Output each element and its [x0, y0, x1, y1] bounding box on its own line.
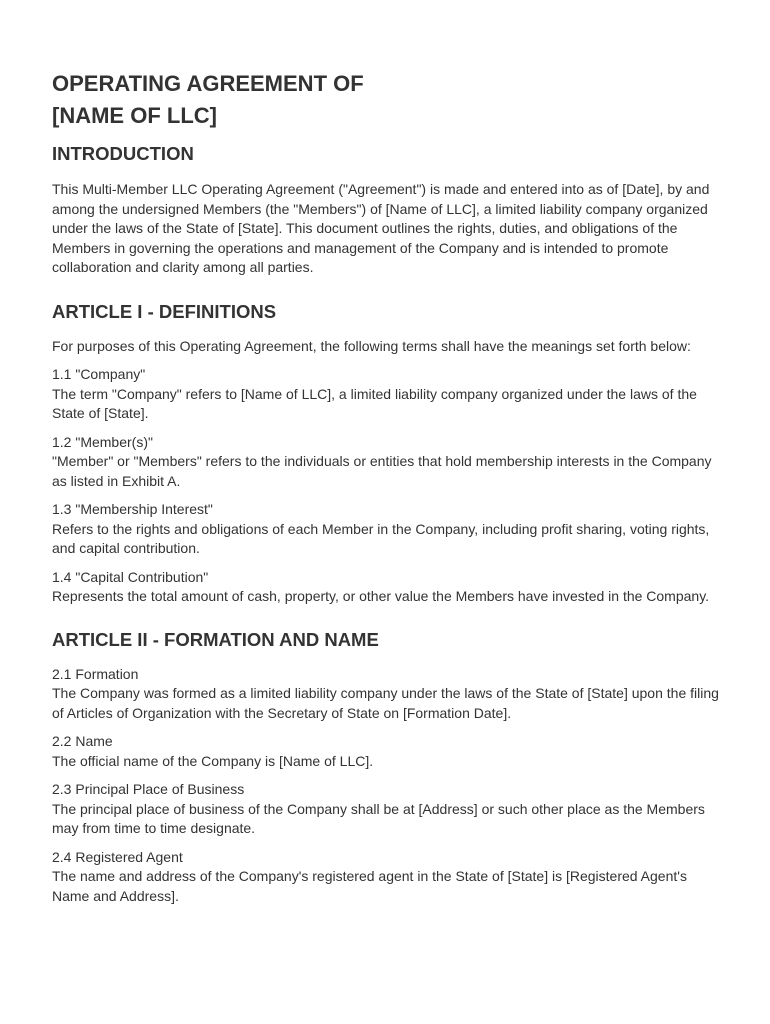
introduction-paragraph: This Multi-Member LLC Operating Agreement ("Agreement") is made and entered into as of [Date], by and among the undersigned Members (the "Members") of [Name of LLC], a limited liability company organized under the laws of the State of [State]. This document outlines the rights, duties, and obligations of the Members in governing the operations and management of the Company and is intended to promote collaboration and clarity among all parties.: [52, 181, 710, 275]
clause-title: 1.4 "Capital Contribution": [52, 568, 209, 585]
clause-1-1: [52, 365, 722, 424]
clause-title: 2.2 Name: [52, 733, 113, 749]
clause-1-2: [52, 433, 722, 492]
clause-2-2: [52, 732, 722, 771]
clause-2-1: [52, 665, 722, 724]
clause-2-3: [52, 780, 722, 839]
clause-text: The Company was formed as a limited liability company under the laws of the State of [State] upon the filing of Articles of Organization with the Secretary of State on [Formation Date].: [52, 685, 719, 721]
clause-title: 2.1 Formation: [52, 665, 139, 682]
clause-text: The official name of the Company is [Name of LLC].: [52, 752, 374, 769]
introduction-heading: INTRODUCTION: [52, 143, 194, 164]
clause-title: 1.1 "Company": [52, 366, 146, 382]
clause-text: Represents the total amount of cash, property, or other value the Members have invested in the Company.: [52, 588, 710, 604]
article-2-clauses: [52, 665, 722, 907]
clause-text: Refers to the rights and obligations of each Member in the Company, including profit sharing, voting rights, and capital contribution.: [52, 520, 710, 556]
document-title-line-1: OPERATING AGREEMENT OF: [52, 71, 364, 96]
clause-title: 2.3 Principal Place of Business: [52, 781, 245, 797]
clause-text: The term "Company" refers to [Name of LLC], a limited liability company organized under the laws of the State of [State].: [52, 385, 697, 421]
article-1-clauses: [52, 365, 722, 607]
clause-2-4: [52, 848, 722, 907]
clause-1-3: [52, 500, 722, 559]
clause-text: The principal place of business of the Company shall be at [Address] or such other place as the Members may from time to time designate.: [52, 800, 705, 836]
document-title-line-2: [NAME OF LLC]: [52, 103, 217, 128]
article-1-heading: ARTICLE I - DEFINITIONS: [52, 300, 277, 322]
clause-title: 1.2 "Member(s)": [52, 433, 153, 450]
article-2-heading: ARTICLE II - FORMATION AND NAME: [52, 628, 379, 650]
clause-text: "Member" or "Members" refers to the individuals or entities that hold membership interests in the Company as listed in Exhibit A.: [52, 453, 712, 489]
article-1-intro-paragraph: For purposes of this Operating Agreement, the following terms shall have the meanings set forth below:: [52, 337, 691, 354]
document-title: [52, 68, 722, 132]
clause-title: 2.4 Registered Agent: [52, 848, 183, 865]
clause-text: The name and address of the Company's registered agent in the State of [State] is [Registered Agent's Name and Address].: [52, 868, 687, 904]
clause-title: 1.3 "Membership Interest": [52, 501, 213, 517]
clause-1-4: [52, 568, 722, 607]
document-page: [52, 68, 722, 906]
